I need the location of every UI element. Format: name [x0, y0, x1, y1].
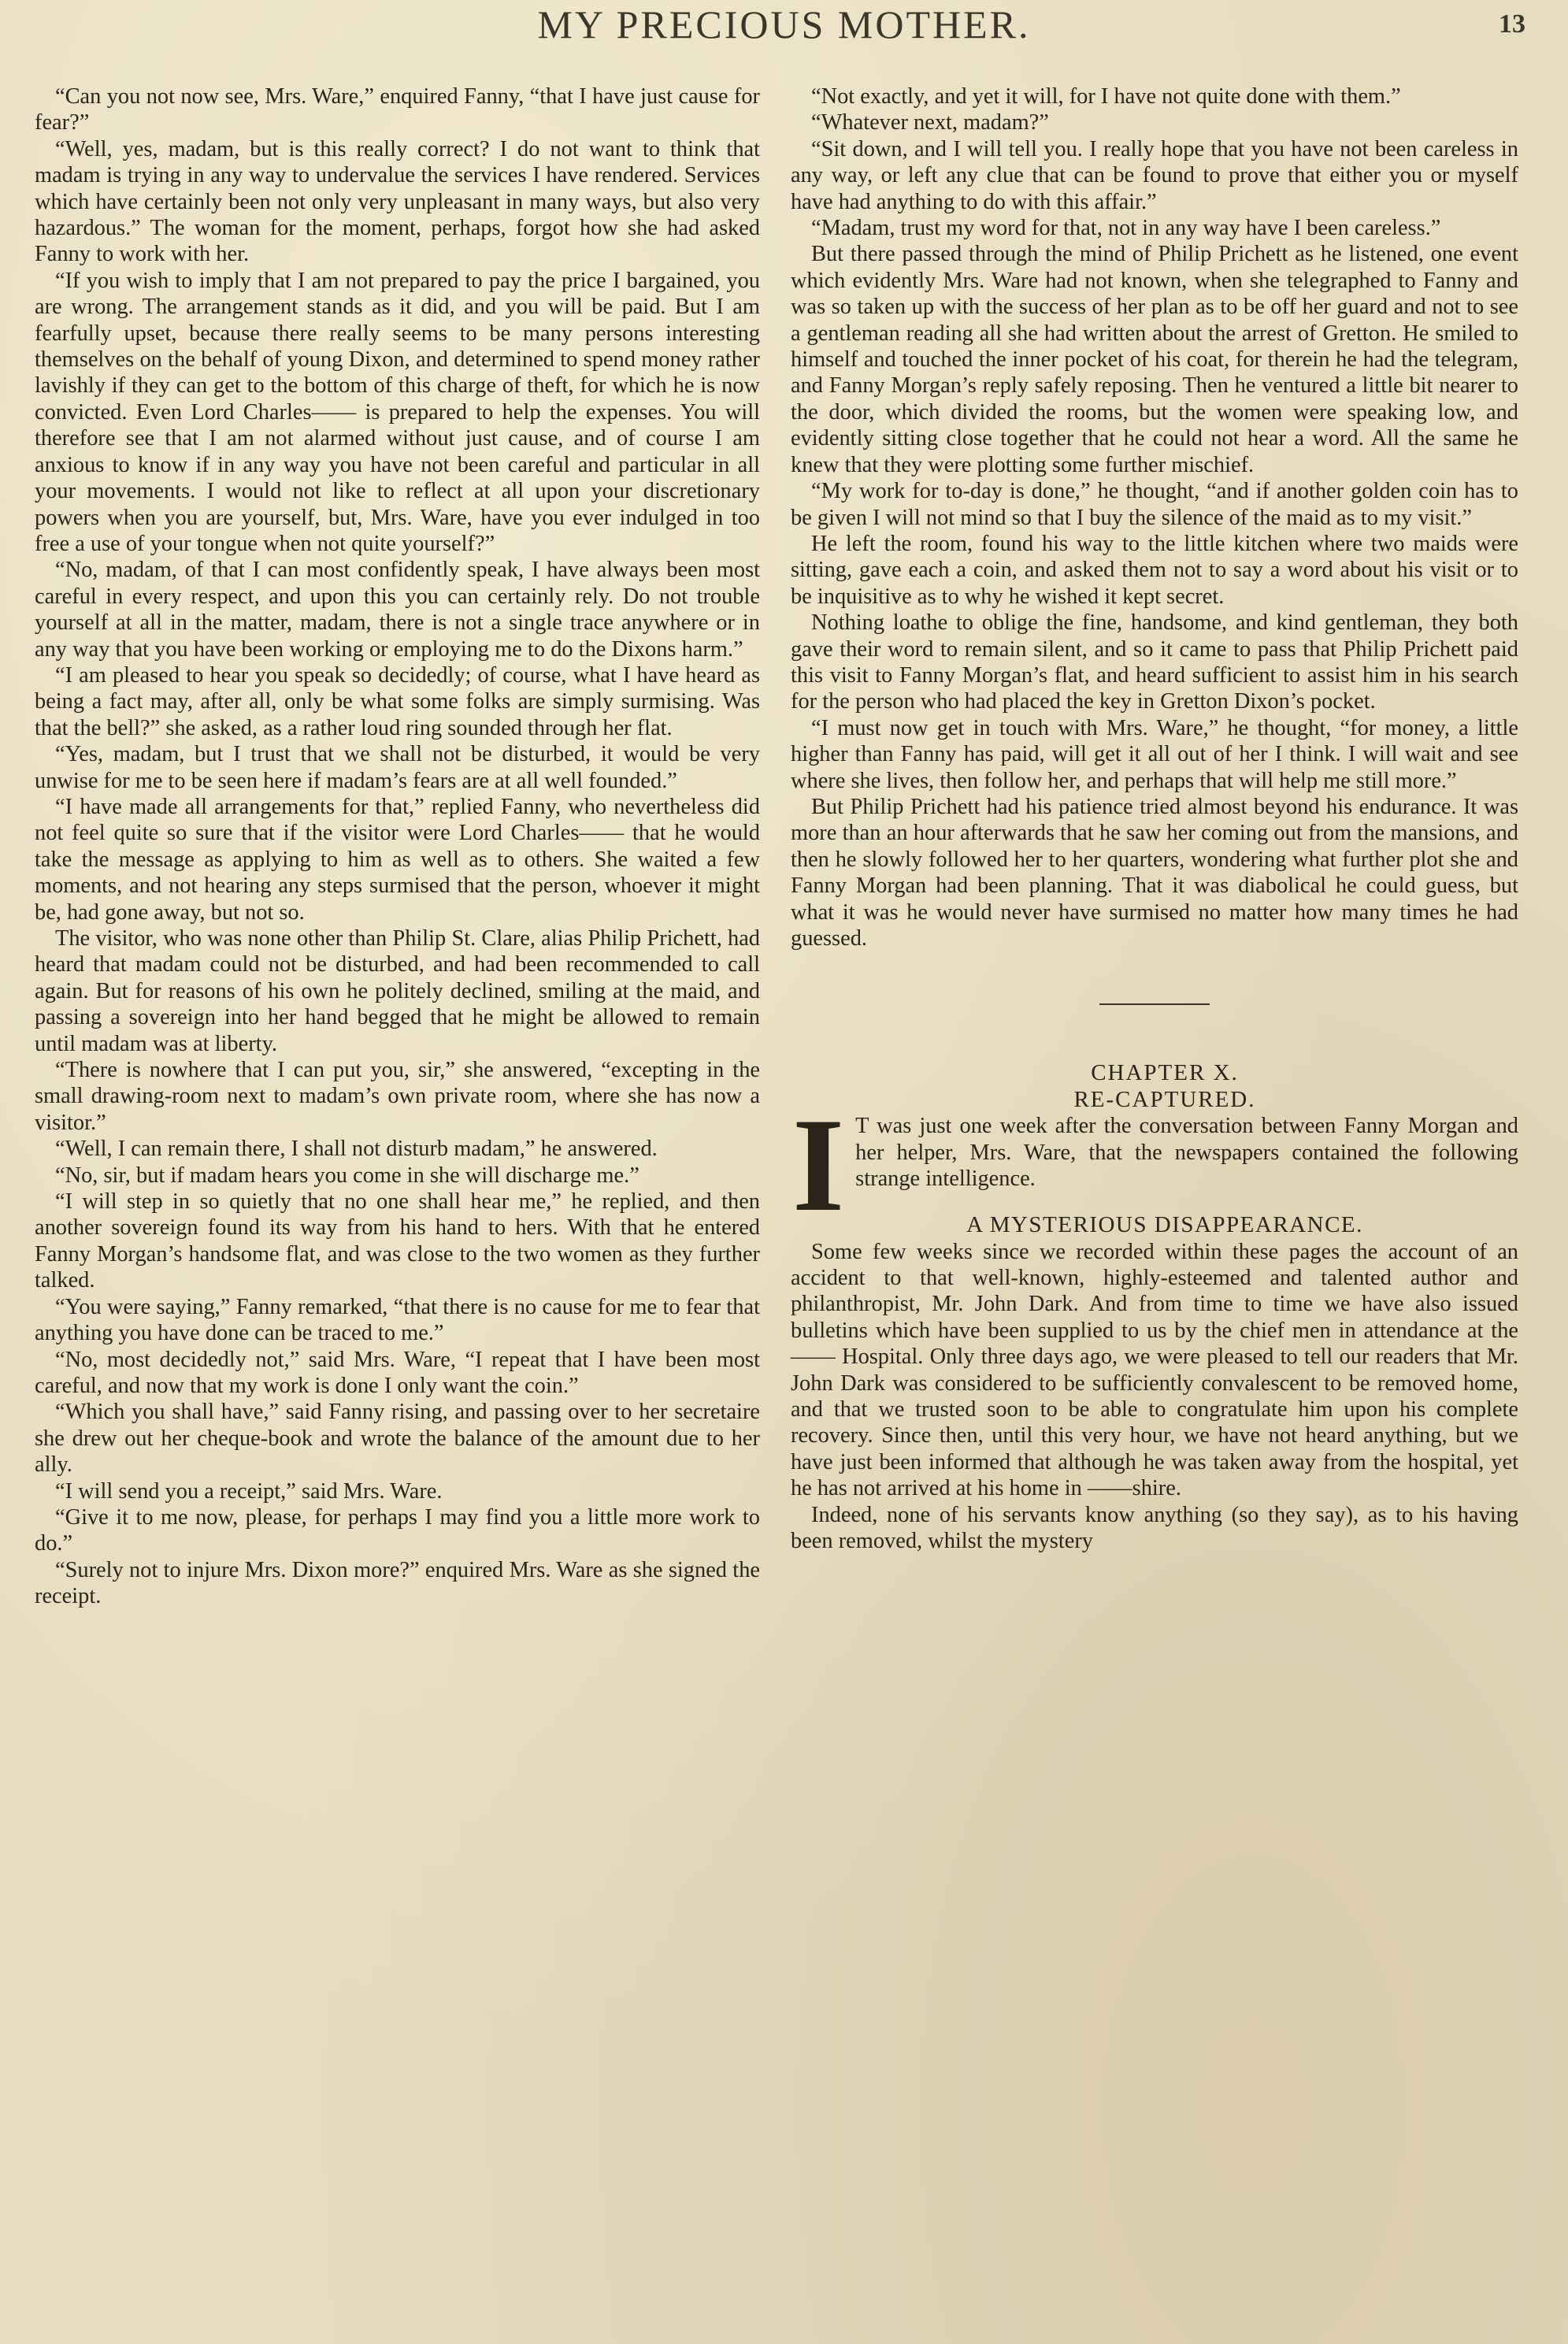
page-title: MY PRECIOUS MOTHER. — [537, 2, 1031, 46]
paragraph: “Which you shall have,” said Fanny rising, and passing over to her secretaire she drew out her cheque-book and wrote the balance of the amount due to her ally. — [35, 1400, 760, 1478]
left-column — [35, 83, 760, 1610]
paragraph: “Whatever next, madam?” — [811, 110, 1049, 135]
paragraph: “I have made all arrangements for that,” replied Fanny, who nevertheless did not feel quite so sure that if the visitor were Lord Charles—— that he would take the message as applying to him as well as to others. She waited a few moments, and not hearing any steps surmised that the person, whoever it might be, had gone away, but not so. — [35, 794, 760, 925]
paragraph: “If you wish to imply that I am not prepared to pay the price I bargained, you are wrong. The arrangement stands as it did, and you will be paid. But I am fearfully upset, because there really seems to be many persons interesting themselves on the behalf of young Dixon, and determined to spend money rather lavishly if they can get to the bottom of this charge of theft, for which he is now convicted. Even Lord Charles—— is prepared to help the expenses. You will therefore see that I am not alarmed without just cause, and of course I am anxious to know if in any way you have not been careful and particular in all your movements. I would not like to reflect at all upon your discretionary powers when you are yourself, but, Mrs. Ware, have you ever indulged in too free a use of your tongue when not quite yourself?” — [35, 268, 760, 556]
opening-text: T was just one week after the conversation between Fanny Morgan and her helper, Mrs. Ware, that the newspapers contained the following strange intelligence. — [855, 1114, 1518, 1192]
paragraph: “You were saying,” Fanny remarked, “that there is no cause for me to fear that anything you have done can be traced to me.” — [35, 1294, 760, 1346]
right-column — [791, 83, 1518, 1555]
news-subheading: A MYSTERIOUS DISAPPEARANCE. — [966, 1212, 1363, 1238]
paragraph: “Sit down, and I will tell you. I really hope that you have not been careless in any way, or left any clue that can be found to prove that either you or myself have had anything to do with this affair.” — [791, 136, 1518, 214]
section-divider — [1099, 1003, 1210, 1005]
paragraph: “Well, yes, madam, but is this really correct? I do not want to think that madam is trying in any way to undervalue the services I have rendered. Services which have certainly been not only very unpleasant in many ways, but also very hazardous.” The woman for the moment, perhaps, forgot how she had asked Fanny to work with her. — [35, 136, 760, 267]
page-number: 13 — [1499, 9, 1525, 39]
paragraph: “Yes, madam, but I trust that we shall not be disturbed, it would be very unwise for me to be seen here if madam’s fears are at all well founded.” — [35, 742, 760, 793]
paragraph: “I am pleased to hear you speak so decidedly; of course, what I have heard as being a fact may, after all, only be what some folks are simply surmising. Was that the bell?” she asked, as a rather loud ring sounded through her flat. — [35, 662, 760, 740]
paragraph: “I must now get in touch with Mrs. Ware,” he thought, “for money, a little higher than Fanny has paid, will get it all out of her I think. I will wait and see where she lives, then follow her, and perhaps that will help me still more.” — [791, 715, 1518, 793]
paragraph: “Give it to me now, please, for perhaps I may find you a little more work to do.” — [35, 1504, 760, 1556]
paragraph: The visitor, who was none other than Philip St. Clare, alias Philip Prichett, had heard that madam could not be disturbed, and had been recommended to call again. But for reasons of his own he politely declined, smiling at the maid, and passing a sovereign into her hand begged that he might be allowed to remain until madam was at liberty. — [35, 926, 760, 1056]
paragraph: “I will step in so quietly that no one shall hear me,” he replied, and then another sovereign found its way from his hand to hers. With that he entered Fanny Morgan’s handsome flat, and was close to the two women as they further talked. — [35, 1189, 760, 1293]
paragraph: “My work for to-day is done,” he thought, “and if another golden coin has to be given I will not mind so that I buy the silence of the maid as to my visit.” — [791, 479, 1518, 530]
paragraph: Nothing loathe to oblige the fine, handsome, and kind gentleman, they both gave their word to remain silent, and so it came to pass that Philip Prichett paid this visit to Fanny Morgan’s flat, and heard sufficient to assist him in his search for the person who had placed the key in Gretton Dixon’s pocket. — [791, 610, 1518, 714]
paragraph: But there passed through the mind of Philip Prichett as he listened, one event which evidently Mrs. Ware had not known, when she telegraphed to Fanny and was so taken up with the success of her plan as to be off her guard and not to see a gentleman reading all she had written about the arrest of Gretton. He smiled to himself and touched the inner pocket of his coat, for therein he had the telegram, and Fanny Morgan’s reply safely reposing. Then he ventured a little bit nearer to the door, which divided the rooms, but the women were speaking low, and evidently sitting close together that he could not hear a word. All the same he knew that they were plotting some further mischief. — [791, 242, 1518, 477]
paragraph: Some few weeks since we recorded within these pages the account of an accident to that well-known, highly-esteemed and talented author and philanthropist, Mr. John Dark. And from time to time we have also issued bulletins which have been supplied to us by the chief men in attendance at the —— Hospital. Only three days ago, we were pleased to tell our readers that Mr. John Dark was considered to be sufficiently convalescent to be removed home, and that we trusted soon to be able to congratulate him upon his complete recovery. Since then, until this very hour, we have not heard anything, but we have just been informed that although he was taken away from the hospital, yet he has not arrived at his home in ——shire. — [791, 1239, 1518, 1501]
chapter-title: RE-CAPTURED. — [1073, 1086, 1256, 1112]
paragraph: “Madam, trust my word for that, not in any way have I been careless.” — [811, 216, 1441, 241]
paragraph: “Can you not now see, Mrs. Ware,” enquired Fanny, “that I have just cause for fear?” — [35, 84, 760, 135]
paragraph: “No, madam, of that I can most confidently speak, I have always been most careful in every respect, and upon this you can certainly rely. Do not trouble yourself at all in the matter, madam, there is not a single trace anywhere or in any way that you have been working or employing me to do the Dixons harm.” — [35, 558, 760, 662]
drop-cap: I — [792, 1091, 845, 1240]
paragraph: Indeed, none of his servants know anything (so they say), as to his having been removed, whilst the mystery — [791, 1502, 1518, 1554]
paragraph: “There is nowhere that I can put you, sir,” she answered, “excepting in the small drawing-room next to madam’s own private room, where she has now a visitor.” — [35, 1058, 760, 1135]
paragraph: “Not exactly, and yet it will, for I have not quite done with them.” — [811, 84, 1401, 109]
chapter-number: CHAPTER X. — [1091, 1060, 1239, 1086]
paragraph: “Surely not to injure Mrs. Dixon more?” enquired Mrs. Ware as she signed the receipt. — [35, 1557, 760, 1609]
paragraph: “No, sir, but if madam hears you come in she will discharge me.” — [55, 1163, 639, 1188]
page-header — [32, 0, 1536, 55]
paragraph: “I will send you a receipt,” said Mrs. Ware. — [55, 1478, 443, 1504]
paragraph: “Well, I can remain there, I shall not disturb madam,” he answered. — [55, 1137, 658, 1162]
paragraph: “No, most decidedly not,” said Mrs. Ware, “I repeat that I have been most careful, and now that my work is done I only want the coin.” — [35, 1347, 760, 1398]
paragraph: But Philip Prichett had his patience tried almost beyond his endurance. It was more than an hour afterwards that he saw her coming out from the mansions, and then he slowly followed her to her quarters, wondering what further plot she and Fanny Morgan had been planning. That it was diabolical he could guess, but what it was he would never have surmised no matter how many times he had guessed. — [791, 794, 1518, 951]
paragraph: He left the room, found his way to the little kitchen where two maids were sitting, gave each a coin, and asked them not to say a word about his visit or to be inquisitive as to why he wished it kept secret. — [791, 531, 1518, 609]
